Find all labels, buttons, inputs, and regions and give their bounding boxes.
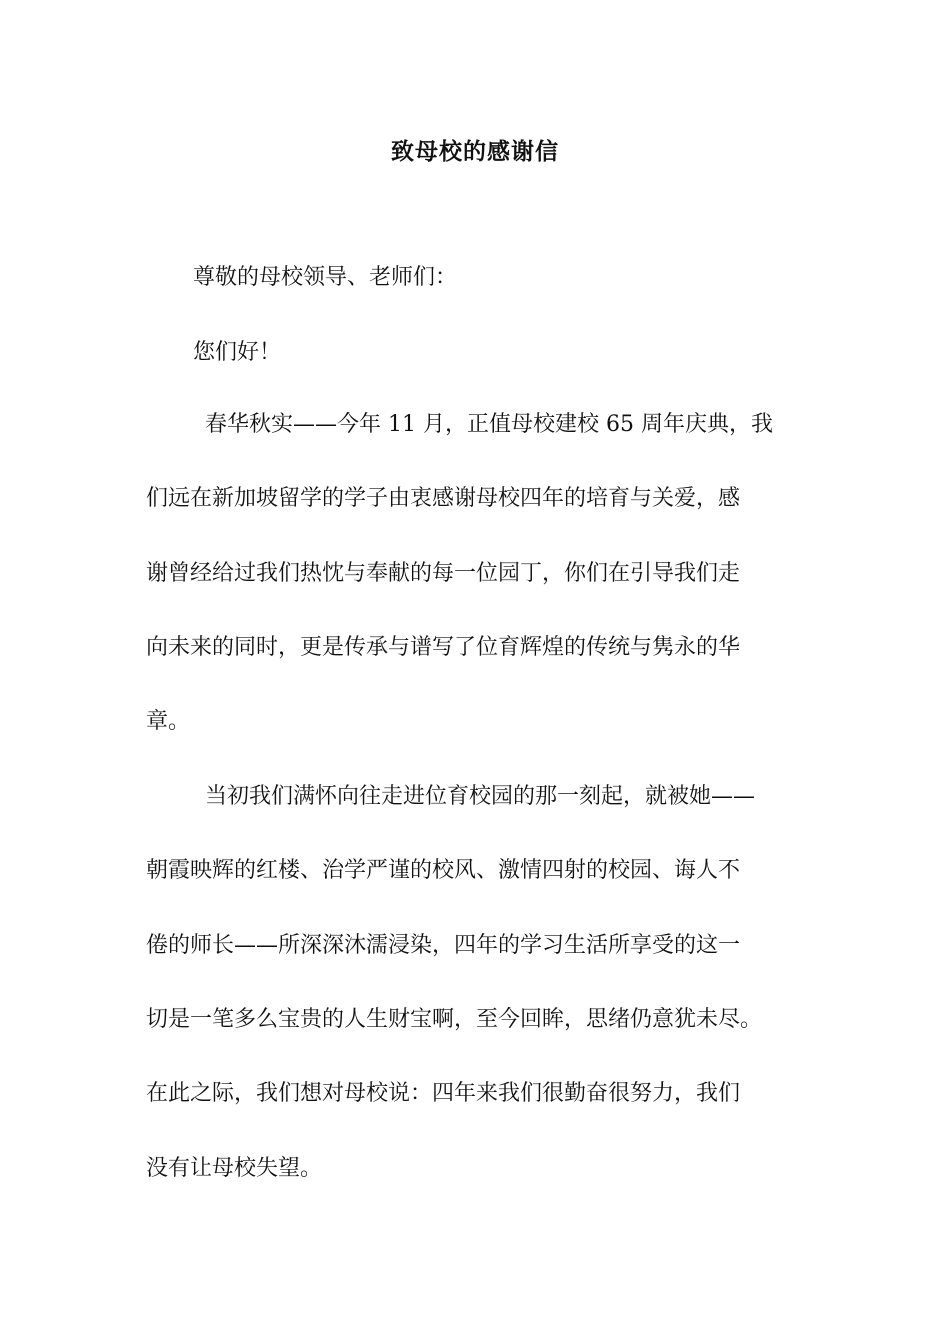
document-title: 致母校的感谢信 <box>391 138 559 165</box>
paragraph-1-line-2: 们远在新加坡留学的学子由衷感谢母校四年的培育与关爱，感 <box>146 486 741 511</box>
paragraph-1-line-1: 春华秋实——今年 11 月，正值母校建校 65 周年庆典，我 <box>205 412 773 437</box>
paragraph-1-line-3: 谢曾经给过我们热忱与奉献的每一位园丁，你们在引导我们走 <box>146 561 741 586</box>
paragraph-2-line-3: 倦的师长——所深深沐濡浸染，四年的学习生活所享受的这一 <box>146 933 741 958</box>
paragraph-2-line-1: 当初我们满怀向往走进位育校园的那一刻起，就被她—— <box>205 784 756 809</box>
paragraph-2-line-2: 朝霞映辉的红楼、治学严谨的校风、激情四射的校园、诲人不 <box>146 858 741 883</box>
paragraph-1-line-4: 向未来的同时，更是传承与谱写了位育辉煌的传统与隽永的华 <box>146 635 741 660</box>
paragraph-2-line-4: 切是一笔多么宝贵的人生财宝啊，至今回眸，思绪仍意犹未尽。 <box>146 1007 763 1032</box>
paragraph-2-line-5: 在此之际，我们想对母校说：四年来我们很勤奋很努力，我们 <box>146 1081 741 1106</box>
paragraph-2-line-6: 没有让母校失望。 <box>146 1156 323 1181</box>
salutation: 尊敬的母校领导、老师们： <box>193 265 458 290</box>
paragraph-1-line-5: 章。 <box>146 709 191 734</box>
greeting: 您们好！ <box>193 340 282 365</box>
